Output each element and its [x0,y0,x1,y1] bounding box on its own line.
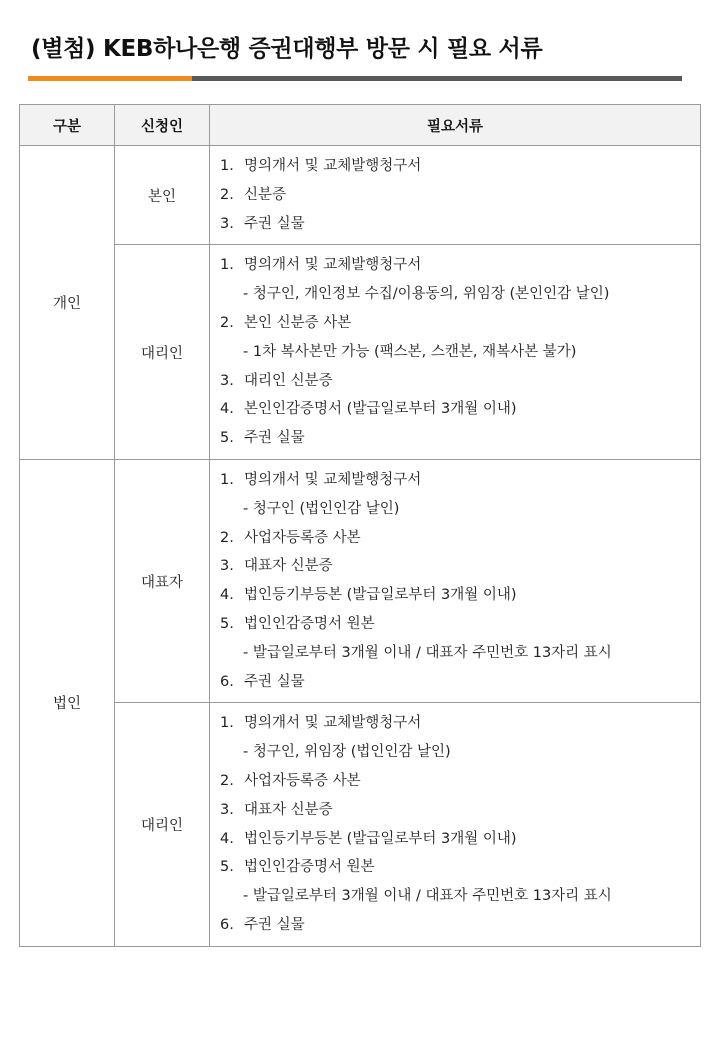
item-text: 주권 실물 [244,215,305,232]
item-text: 법인등기부등본 (발급일로부터 3개월 이내) [244,587,517,604]
item-text: 명의개서 및 교체발행청구서 [244,158,422,174]
document-item [220,581,690,610]
item-number: 3. [220,558,234,575]
document-item [220,767,690,796]
document-note [220,338,690,367]
documents-cell [210,459,701,702]
item-text: 법인인감증명서 원본 [244,615,375,632]
document-item [220,911,690,940]
item-number: 2. [220,314,234,331]
item-text: 법인인감증명서 원본 [244,859,375,876]
item-number: 1. [220,158,234,174]
document-item [220,825,690,854]
category-cell: 법인 [20,459,115,946]
document-note [220,639,690,668]
documents-cell [210,703,701,946]
item-number: 6. [220,916,234,933]
table-row [20,146,701,245]
item-number: 4. [220,587,234,604]
applicant-cell: 대표자 [115,459,210,702]
item-text: 주권 실물 [244,916,305,933]
item-number: 5. [220,859,234,876]
document-item [220,367,690,396]
item-number: 1. [220,471,234,488]
item-number: 1. [220,257,234,274]
document-item [220,251,690,280]
item-text: 명의개서 및 교체발행청구서 [244,471,422,488]
item-number: 4. [220,401,234,418]
document-item [220,668,690,697]
header-documents: 필요서류 [210,105,701,146]
required-documents-table [19,104,701,947]
item-text: - 1차 복사본만 가능 (팩스본, 스캔본, 재복사본 불가) [243,343,577,360]
document-note [220,738,690,767]
category-cell: 개인 [20,146,115,460]
item-text: 명의개서 및 교체발행청구서 [244,257,422,274]
item-text: 신분증 [244,186,287,203]
title-underline-accent [28,76,192,81]
table-row [20,703,701,946]
item-number: 1. [220,715,234,732]
document-item [220,709,690,738]
item-text: 본인 신분증 사본 [244,314,352,331]
item-number: 2. [220,772,234,789]
header-category: 구분 [20,105,115,146]
document-item [220,395,690,424]
item-number: 2. [220,529,234,546]
table-body [20,146,701,947]
document-item [220,552,690,581]
document-item [220,796,690,825]
document-item [220,152,690,181]
item-text: 사업자등록증 사본 [244,772,361,789]
item-text: - 발급일로부터 3개월 이내 / 대표자 주민번호 13자리 표시 [243,888,612,905]
document-item [220,210,690,239]
item-text: - 발급일로부터 3개월 이내 / 대표자 주민번호 13자리 표시 [243,644,612,661]
item-text: 주권 실물 [244,430,305,447]
document-item [220,181,690,210]
item-number: 3. [220,215,234,232]
table-row [20,459,701,702]
applicant-cell: 대리인 [115,245,210,460]
documents-cell [210,146,701,245]
document-item [220,309,690,338]
document-item [220,466,690,495]
item-text: 대표자 신분증 [244,801,333,818]
item-text: 법인등기부등본 (발급일로부터 3개월 이내) [244,830,517,847]
document-item [220,424,690,453]
item-text: - 청구인, 개인정보 수집/이용동의, 위임장 (본인인감 날인) [243,286,610,303]
header-applicant: 신청인 [115,105,210,146]
applicant-cell: 본인 [115,146,210,245]
item-number: 3. [220,801,234,818]
item-text: - 청구인 (법인인감 날인) [243,500,400,517]
item-number: 5. [220,615,234,632]
page-title: (별첨) KEB하나은행 증권대행부 방문 시 필요 서류 [31,36,543,62]
documents-cell [210,245,701,460]
item-number: 6. [220,673,234,690]
document-item [220,524,690,553]
document-note [220,280,690,309]
item-text: - 청구인, 위임장 (법인인감 날인) [243,744,451,761]
item-text: 대표자 신분증 [244,558,333,575]
document-item [220,610,690,639]
item-text: 명의개서 및 교체발행청구서 [244,715,422,732]
item-number: 3. [220,372,234,389]
table-row [20,245,701,460]
item-text: 주권 실물 [244,673,305,690]
item-text: 사업자등록증 사본 [244,529,361,546]
title-underline [28,76,682,81]
document-item [220,853,690,882]
item-number: 4. [220,830,234,847]
item-number: 5. [220,430,234,447]
table-header-row [20,105,701,146]
document-note [220,495,690,524]
document-note [220,882,690,911]
item-text: 대리인 신분증 [244,372,333,389]
item-text: 본인인감증명서 (발급일로부터 3개월 이내) [244,401,517,418]
applicant-cell: 대리인 [115,703,210,946]
item-number: 2. [220,186,234,203]
